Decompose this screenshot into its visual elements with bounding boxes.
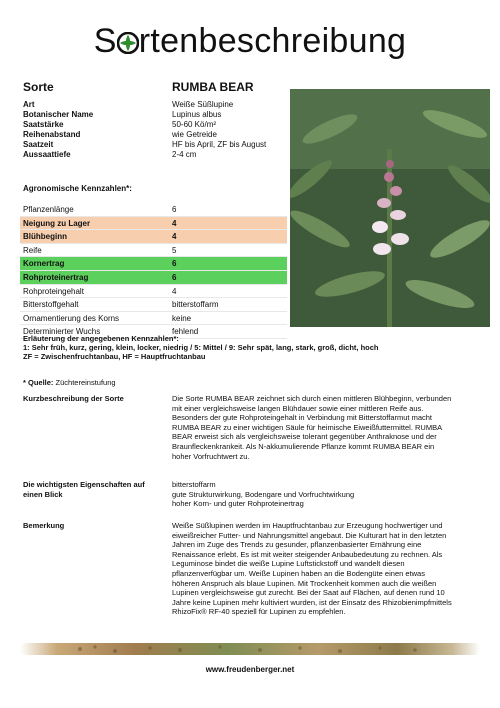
agro-key: Neigung zu Lager	[23, 218, 91, 228]
legend-block	[23, 334, 483, 361]
eigenschaften-text	[172, 480, 482, 509]
page-title	[0, 22, 500, 61]
agro-row	[20, 230, 287, 244]
text-line: pflanzenverfügbar um. Weiße Lupinen haben an die Bodengüte einen etwas	[172, 568, 425, 578]
agro-row	[20, 298, 287, 312]
agro-value: 4	[172, 286, 177, 296]
basic-value: 2-4 cm	[172, 150, 197, 159]
kurzbeschreibung-label: Kurzbeschreibung der Sorte	[23, 394, 124, 403]
agro-row	[20, 271, 287, 285]
agro-row	[20, 312, 287, 326]
source-note	[23, 378, 116, 387]
eigenschaften-label	[23, 480, 163, 499]
agro-value: 4	[172, 232, 177, 242]
agro-row	[20, 257, 287, 271]
text-line: RUMBA BEAR zu einer wichtigen Säule für heimische Eiweißfuttermittel. RUMBA	[172, 422, 443, 432]
sorte-value: RUMBA BEAR	[172, 80, 254, 94]
agro-row	[20, 203, 287, 217]
agro-key: Ornamentierung des Korns	[23, 313, 120, 323]
text-line: BEAR erweist sich als vergleichsweise tolerant gegenüber Anthraknose und der	[172, 432, 437, 442]
agro-value: keine	[172, 313, 192, 323]
text-line: hoher Vorfruchtwert zu.	[172, 451, 250, 461]
text-line: gute Strukturwirkung, Bodengare und Vorfruchtwirkung	[172, 489, 355, 499]
kurzbeschreibung-text	[172, 394, 482, 461]
text-line: Besonders der gute Rohproteingehalt in Verbindung mit Bitterstoffarmut macht	[172, 413, 433, 423]
basic-row	[23, 100, 293, 110]
title-suffix: rtenbeschreibung	[138, 22, 407, 60]
source-value: Züchtereinstufung	[55, 378, 116, 387]
agro-value: 4	[172, 218, 177, 228]
title-prefix: S	[93, 22, 117, 60]
basic-row	[23, 130, 293, 140]
sorte-label: Sorte	[23, 80, 54, 94]
seed-band-decoration	[20, 640, 480, 658]
text-line: höheren Anspruch als blaue Lupinen. Mit Trockenheit kommen auch die weißen	[172, 578, 437, 588]
agro-value: 6	[172, 272, 177, 282]
text-line: eiweißreicher Futter- und Nahrungsmittel angebaut. Die Kulturart hat in den letzten	[172, 530, 447, 540]
text-line: Jahre keine Lupinen mehr kultiviert wurden, ist der Einsatz des Rhizobienimpfmittels	[172, 597, 452, 607]
basic-info-table	[23, 100, 293, 160]
agro-value: bitterstoffarm	[172, 300, 219, 310]
basic-key: Saatzeit	[23, 140, 54, 149]
agro-key: Kornertrag	[23, 259, 65, 269]
agro-key: Reife	[23, 245, 42, 255]
text-line: Renaissance erlebt. Es ist mit weiter steigender Anbaubedeutung zu rechnen. Als	[172, 549, 443, 559]
agro-value: fehlend	[172, 327, 199, 337]
bemerkung-text	[172, 521, 482, 617]
text-line: mit einer vergleichsweise langen Blühdauer sowie einer mittleren Reife aus.	[172, 403, 424, 413]
agro-row	[20, 285, 287, 299]
basic-value: 50-60 Kö/m²	[172, 120, 217, 129]
basic-row	[23, 140, 293, 150]
label-line: Die wichtigsten Eigenschaften auf	[23, 480, 145, 489]
text-line: Die Sorte RUMBA BEAR zeichnet sich durch einen mittleren Blühbeginn, verbunden	[172, 394, 452, 403]
agro-key: Determinierter Wuchs	[23, 327, 101, 337]
text-line: Leguminose bindet die weiße Lupine Luftstickstoff und wandelt diesen	[172, 559, 405, 569]
footer-url-link[interactable]: www.freudenberger.net	[205, 665, 295, 674]
agro-table	[20, 203, 287, 339]
agro-key: Bitterstoffgehalt	[23, 300, 79, 310]
basic-key: Botanischer Name	[23, 110, 94, 119]
basic-key: Aussaattiefe	[23, 150, 71, 159]
agro-value: 5	[172, 245, 177, 255]
basic-value: HF bis April, ZF bis August	[172, 140, 267, 149]
sunflower-logo-icon	[117, 24, 139, 46]
legend-abbrev: ZF = Zwischenfruchtanbau, HF = Hauptfruchtanbau	[23, 352, 206, 361]
text-line: bitterstoffarm	[172, 480, 216, 489]
bemerkung-label: Bemerkung	[23, 521, 65, 530]
lupine-photo	[290, 89, 490, 327]
basic-value: Weiße Süßlupine	[172, 100, 234, 109]
text-line: RhizoFix® RF-40 speziell für Lupinen zu empfehlen.	[172, 607, 346, 617]
text-line: hoher Korn- und guter Rohproteinertrag	[172, 499, 304, 509]
text-line: Jahren im Zuge des Trends zu gesunder, pflanzenbasierter Ernährung eine	[172, 540, 422, 550]
agro-value: 6	[172, 259, 177, 269]
basic-row	[23, 120, 293, 130]
basic-key: Reihenabstand	[23, 130, 81, 139]
agro-key: Pflanzenlänge	[23, 205, 74, 214]
agro-value: 6	[172, 205, 177, 214]
agro-key: Blühbeginn	[23, 232, 67, 242]
basic-row	[23, 150, 293, 160]
basic-value: Lupinus albus	[172, 110, 222, 119]
agro-key: Rohproteinertrag	[23, 272, 89, 282]
legend-scale: 1: Sehr früh, kurz, gering, klein, locker, niedrig / 5: Mittel / 9: Sehr spät, lang, stark, groß, dicht, hoch	[23, 343, 379, 352]
text-line: Lupinen vergleichsweise gut zurecht. Bei der Saat auf Flächen, auf denen rund 10	[172, 588, 445, 598]
basic-key: Saatstärke	[23, 120, 64, 129]
agro-row	[20, 217, 287, 231]
legend-title: Erläuterung der angegebenen Kennzahlen*:	[23, 334, 179, 343]
basic-row	[23, 110, 293, 120]
label-line: einen Blick	[23, 489, 63, 499]
source-label: * Quelle:	[23, 378, 54, 387]
text-line: Weiße Süßlupinen werden im Hauptfruchtanbau zur Erzeugung hochwertiger und	[172, 521, 443, 530]
agro-row	[20, 244, 287, 258]
agro-key: Rohproteingehalt	[23, 286, 84, 296]
text-line: Braunfleckenkrankeit. Als N-akkumulierende Pflanze kommt RUMBA BEAR ein	[172, 441, 435, 451]
basic-key: Art	[23, 100, 35, 109]
agro-heading: Agronomische Kennzahlen*:	[23, 184, 132, 193]
basic-value: wie Getreide	[172, 130, 217, 139]
